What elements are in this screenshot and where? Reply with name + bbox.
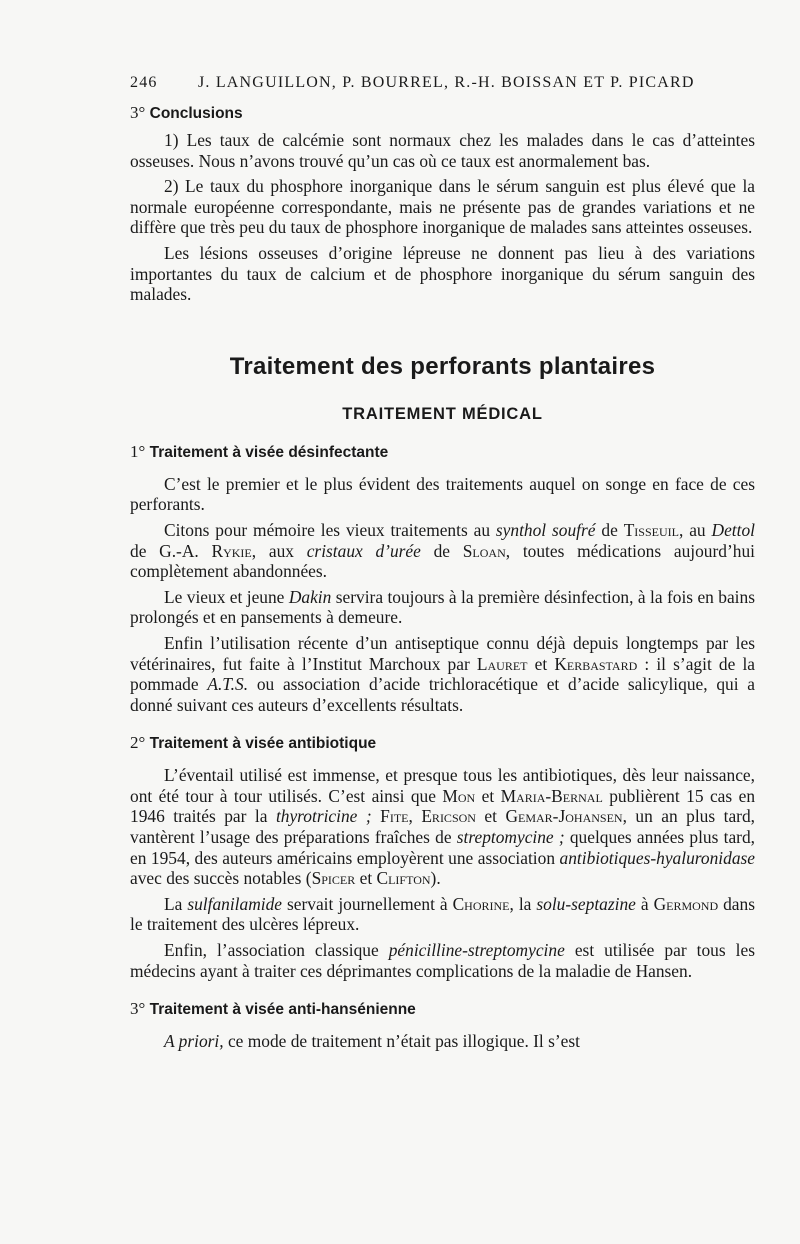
section-3-heading: 3° Traitement à visée anti-hansénienne [130, 999, 416, 1019]
conclusions-heading: 3° Conclusions [130, 103, 243, 122]
running-head-authors: J. LANGUILLON, P. BOURREL, R.-H. BOISSAN ET P. PICARD [198, 74, 695, 91]
section-2-paragraph-1: L’éventail utilisé est immense, et presque tous les antibiotiques, dès leur naissance, ont été tour à tour utilisés. C’est ainsi que Mon et Maria-Bernal publièrent 15 cas en 1946 traités par la thyrotricine ; Fite, Ericson et Gemar-Johansen, un an plus tard, vantèrent l’usage des préparations fraîches de streptomycine ; quelques années plus tard, en 1954, des auteurs américains employèrent une association antibiotiques-hyaluronidase avec des succès notables (Spicer et Clifton). [130, 765, 756, 889]
main-title: Traitement des perforants plantaires [229, 352, 656, 380]
sub-title: TRAITEMENT MÉDICAL [342, 404, 543, 423]
section-2-heading: 2° Traitement à visée antibiotique [130, 733, 377, 753]
section-1-paragraph-1: C’est le premier et le plus évident des traitements auquel on songe en face de ces perforants. [130, 473, 755, 515]
conclusions-paragraph-2: 2) Le taux du phosphore inorganique dans le sérum sanguin est plus élevé que la normale européenne correspondante, mais ne présente pas de grandes variations et ne diffère que très peu du taux de phosphore inorganique de malades sans atteintes osseuses. [130, 176, 755, 238]
section-1-paragraph-3: Le vieux et jeune Dakin servira toujours à la première désinfection, à la fois en bains prolongés et en pansements à demeure. [130, 586, 755, 628]
section-2-paragraph-3: Enfin, l’association classique pénicilline-streptomycine est utilisée par tous les médecins ayant à traiter ces déprimantes complications de la maladie de Hansen. [130, 940, 755, 981]
conclusions-paragraph-1: 1) Les taux de calcémie sont normaux chez les malades dans le cas d’atteintes osseuses. Nous n’avons trouvé qu’un cas où ce taux est anormalement bas. [130, 130, 755, 171]
section-1-paragraph-2: Citons pour mémoire les vieux traitements au synthol soufré de Tisseuil, au Dettol de G.-A. Rykie, aux cristaux d’urée de Sloan, toutes médications aujourd’hui complètement abandonnées. [130, 519, 756, 582]
conclusions-paragraph-3: Les lésions osseuses d’origine lépreuse ne donnent pas lieu à des variations importantes du taux de calcium et de phosphore inorganique du sérum sanguin des malades. [130, 242, 755, 305]
section-3-paragraph-1: A priori, ce mode de traitement n’était pas illogique. Il s’est [164, 1031, 580, 1052]
journal-page [130, 70, 755, 1052]
running-head [130, 70, 755, 96]
section-1-paragraph-4: Enfin l’utilisation récente d’un antiseptique connu déjà depuis longtemps par les vétérinaires, fut faite à l’Institut Marchoux par Lauret et Kerbastard : il s’agit de la pommade A.T.S. ou association d’acide trichloracétique et d’acide salicylique, qui a donné suivant ces auteurs d’excellents résultats. [130, 632, 756, 715]
page-number: 246 [130, 74, 158, 91]
section-1-heading: 1° Traitement à visée désinfectante [130, 441, 389, 461]
section-2-paragraph-2: La sulfanilamide servait journellement à Chorine, la solu-septazine à Germond dans le traitement des ulcères lépreux. [130, 893, 755, 935]
